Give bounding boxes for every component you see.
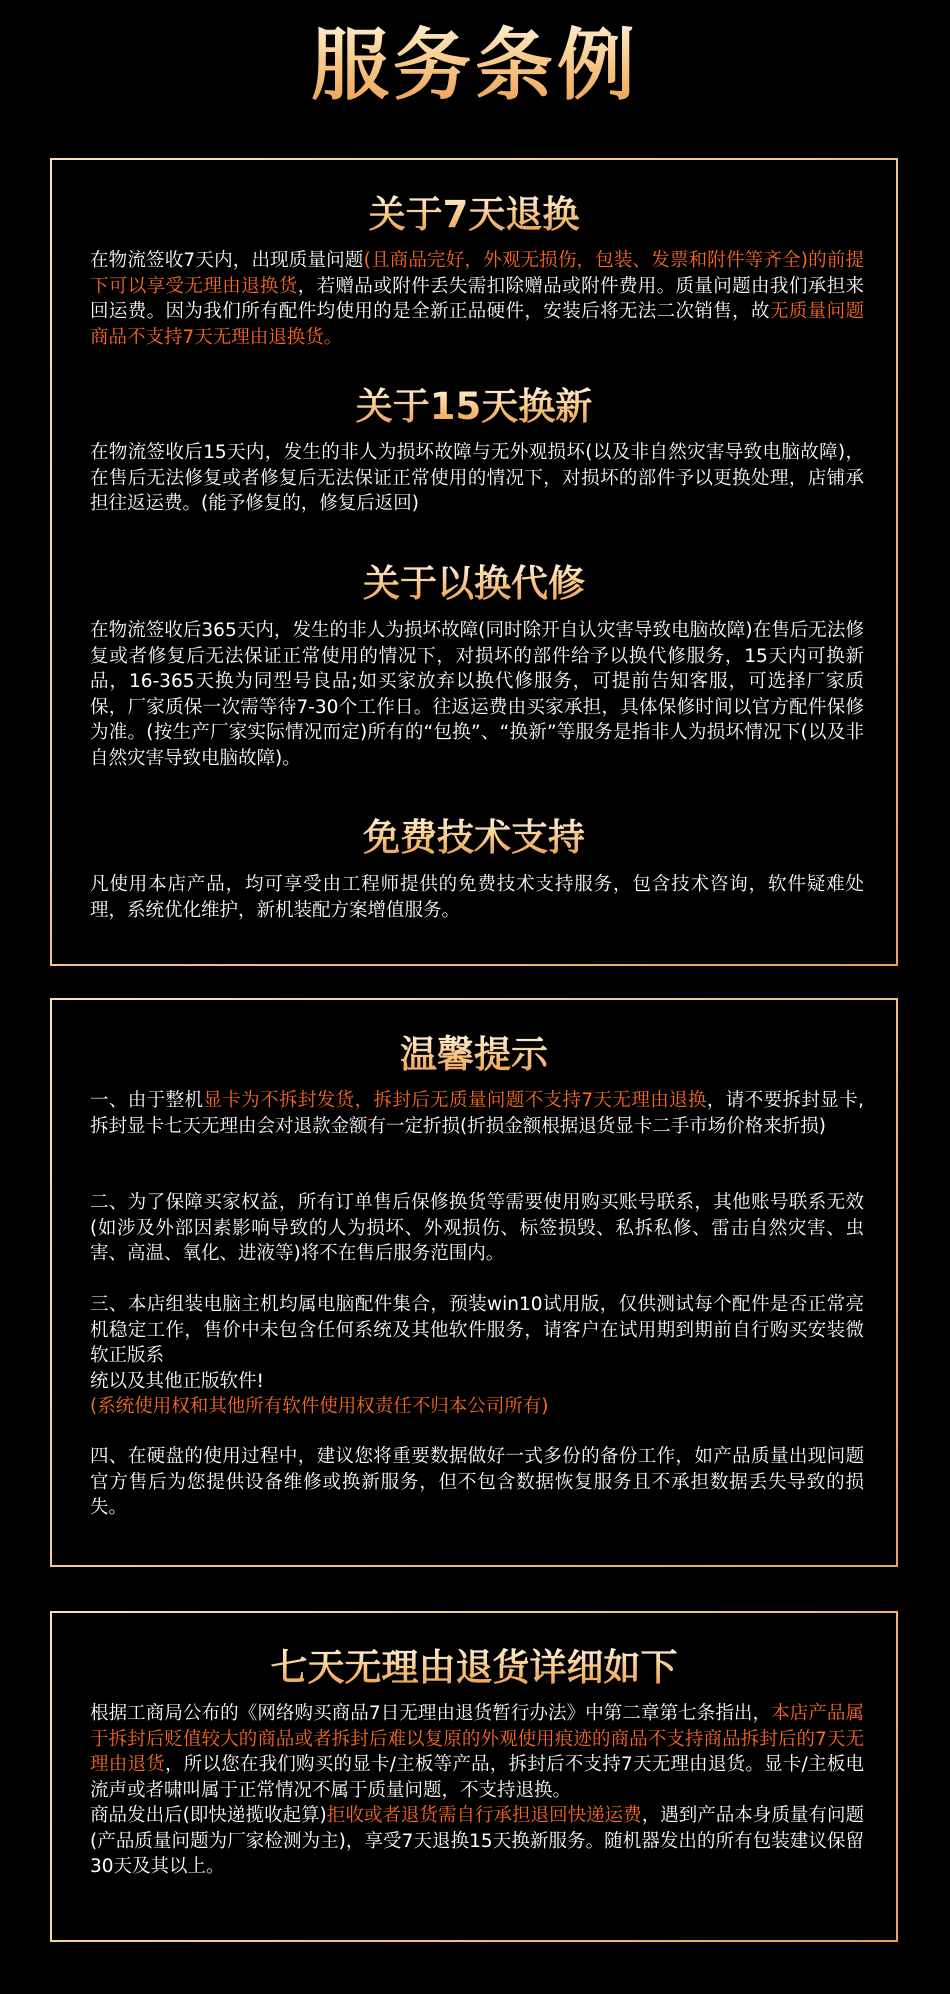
text-segment: 在物流签收7天内，出现质量问题 xyxy=(90,250,364,271)
section-title-exchange-repair: 关于以换代修 xyxy=(52,561,896,607)
section-title-7day-return: 关于7天退换 xyxy=(52,192,896,238)
text-segment: ，若赠品或附件丢失需扣除赠品或附件费用。质量问题由我们承担来回运费。因为我们所有配件均使用的是全新正品硬件，安装后将无法二次销售，故 xyxy=(90,275,864,322)
seven-day-panel xyxy=(50,1611,898,1942)
text-segment: ，遇到产品本身质量有问题(产品质量问题为厂家检测为主)，享受7天退换15天换新服务。随机器发出的所有包装建议保留30天及其以上。 xyxy=(90,1805,864,1877)
text-segment: 统以及其他正版软件! xyxy=(90,1370,264,1392)
section-text-7day-return xyxy=(90,248,864,350)
tips-title: 温馨提示 xyxy=(52,1032,896,1078)
tips-panel xyxy=(50,998,898,1567)
section-text-exchange-repair: 在物流签收后365天内，发生的非人为损坏故障(同时除开自认灾害导致电脑故障)在售后无法修复或者修复后无法保证正常使用的情况下，对损坏的部件给予以换代修服务，15天内可换新品，16-365天换为同型号良品;如买家放弃以换代修服务，可提前告知客服，可选择厂家质保，厂家质保一次需等待7-30个工作日。往返运费由买家承担，具体保修时间以官方配件保修为准。(按生产厂家实际情况而定)所有的“包换”、“换新”等服务是指非人为损坏情况下(以及非自然灾害导致电脑故障)。 xyxy=(90,620,864,769)
tip-item-1 xyxy=(90,1088,864,1139)
text-segment: 商品发出后(即快递揽收起算) xyxy=(90,1805,327,1826)
section-text-tech-support: 凡使用本店产品，均可享受由工程师提供的免费技术支持服务，包含技术咨询，软件疑难处理，系统优化维护，新机装配方案增值服务。 xyxy=(90,874,864,921)
text-segment: ，所以您在我们购买的显卡/主板等产品，拆封后不支持7天无理由退货。显卡/主板电流声或者啸叫属于正常情况不属于质量问题，不支持退换。 xyxy=(90,1754,864,1801)
highlight-text: (且商品完好，外观无损伤，包装、发票和附件等齐全)的前提下可以享受无理由退换货 xyxy=(90,250,865,297)
highlight-text: 显卡为不拆封发货，拆封后无质量问题不支持7天无理由退换 xyxy=(203,1090,707,1111)
section-title-tech-support: 免费技术支持 xyxy=(52,815,896,861)
text-segment: ，请不要拆封显卡,拆封显卡七天无理由会对退款金额有一定折损(折损金额根据退货显卡二手市场价格来折损) xyxy=(90,1090,864,1137)
policy-panel xyxy=(50,158,898,966)
tip-item-2: 二、为了保障买家权益，所有订单售后保修换货等需要使用购买账号联系，其他账号联系无效(如涉及外部因素影响导致的人为损坏、外观损伤、标签损毁、私拆私修、雷击自然灾害、虫害、高温、氧化、进液等)将不在售后服务范围内。 xyxy=(90,1192,864,1264)
section-text-15day-renew: 在物流签收后15天内，发生的非人为损坏故障与无外观损坏(以及非自然灾害导致电脑故障)，在售后无法修复或者修复后无法保证正常使用的情况下，对损坏的部件予以更换处理，店铺承担往返运费。(能予修复的，修复后返回) xyxy=(90,442,864,514)
highlight-text: 拒收或者退货需自行承担退回快递运费 xyxy=(326,1805,642,1826)
highlight-text: 本店产品属于拆封后贬值较大的商品或者拆封后难以复原的外观使用痕迹的商品不支持商品拆封后的7天无理由退货 xyxy=(90,1703,864,1775)
tip-item-4: 四、在硬盘的使用过程中，建议您将重要数据做好一式多份的备份工作，如产品质量出现问题官方售后为您提供设备维修或换新服务，但不包含数据恢复服务且不承担数据丢失导致的损失。 xyxy=(90,1446,864,1518)
highlight-text: (系统使用权和其他所有软件使用权责任不归本公司所有) xyxy=(90,1396,549,1417)
section-title-15day-renew: 关于15天换新 xyxy=(52,384,896,430)
page-title: 服务条例 xyxy=(0,16,950,116)
seven-day-title: 七天无理由退货详细如下 xyxy=(52,1645,896,1691)
text-segment: 根据工商局公布的《网络购买商品7日无理由退货暂行办法》中第二章第七条指出， xyxy=(90,1703,772,1724)
seven-day-text-1 xyxy=(90,1701,864,1880)
tip-item-3 xyxy=(90,1292,864,1420)
text-segment: 一、由于整机 xyxy=(90,1090,204,1111)
highlight-text: 无质量问题商品不支持7天无理由退换货。 xyxy=(90,301,864,348)
text-segment: 三、本店组装电脑主机均属电脑配件集合，预装win10试用版，仅供测试每个配件是否正常亮机稳定工作，售价中未包含任何系统及其他软件服务，请客户在试用期到期前自行购买安装微软正版系 xyxy=(90,1294,864,1366)
